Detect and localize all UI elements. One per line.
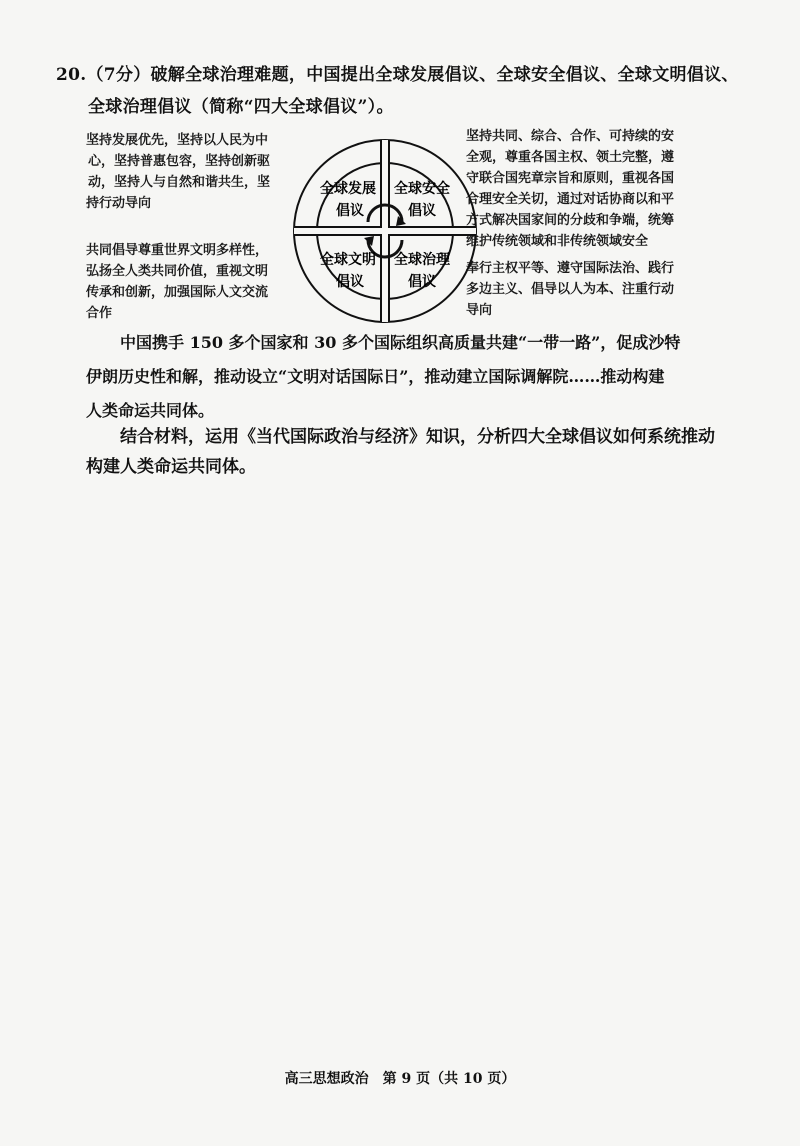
governance-initiative-description (466, 258, 674, 321)
page-footer: 高三思想政治 第 9 页（共 10 页） (284, 1071, 516, 1087)
quadrant-civilization-sub: 倡议 (336, 274, 364, 290)
task-line-1: 结合材料，运用《当代国际政治与经济》知识，分析四大全球倡议如何系统推动 (120, 427, 715, 447)
task-line-2: 构建人类命运共同体。 (86, 457, 256, 477)
text-line: 心，坚持普惠包容，坚持创新驱 (88, 154, 271, 169)
development-initiative-description (86, 130, 270, 214)
text-line: 合作 (86, 306, 113, 321)
text-line: 弘扬全人类共同价值，重视文明 (86, 264, 269, 279)
text-line: 坚持共同、综合、合作、可持续的安 (466, 129, 675, 144)
text-line: 全观，尊重各国主权、领土完整，遵 (466, 150, 675, 165)
quadrant-governance-sub: 倡议 (408, 274, 436, 290)
quadrant-development-sub: 倡议 (336, 203, 364, 219)
material-line-1: 中国携手 150 多个国家和 30 多个国际组织高质量共建“一带一路”，促成沙特 (120, 333, 681, 352)
text-line: 共同倡导尊重世界文明多样性， (86, 243, 269, 258)
text-line: 守联合国宪章宗旨和原则，重视各国 (466, 171, 675, 186)
four-initiatives-diagram (290, 136, 480, 326)
text-line: 传承和创新，加强国际人文交流 (86, 285, 269, 300)
text-line: 动，坚持人与自然和谐共生，坚 (88, 175, 271, 190)
text-line: 方式解决国家间的分歧和争端，统筹 (466, 213, 675, 228)
text-line: 奉行主权平等、遵守国际法治、践行 (466, 261, 675, 276)
material-line-2: 伊朗历史性和解，推动设立“文明对话国际日”，推动建立国际调解院……推动构建 (86, 367, 665, 386)
quadrant-development-label: 全球发展 (320, 181, 376, 197)
text-line: 维护传统领域和非传统领域安全 (466, 234, 649, 249)
text-line: 多边主义、倡导以人为本、注重行动 (466, 282, 675, 297)
quadrant-security-label: 全球安全 (394, 181, 450, 197)
text-line: 合理安全关切，通过对话协商以和平 (466, 192, 675, 207)
text-line: 持行动导向 (86, 196, 152, 211)
question-line-1: 20.（7分）破解全球治理难题，中国提出全球发展倡议、全球安全倡议、全球文明倡议、 (56, 65, 739, 85)
quadrant-civilization-label: 全球文明 (320, 252, 376, 268)
question-line-2: 全球治理倡议（简称“四大全球倡议”）。 (88, 97, 394, 117)
quadrant-security-sub: 倡议 (408, 203, 436, 219)
text-line: 坚持发展优先，坚持以人民为中 (86, 133, 269, 148)
security-initiative-description (466, 126, 674, 252)
text-line: 导向 (466, 303, 493, 318)
quadrant-governance-label: 全球治理 (394, 252, 450, 268)
civilization-initiative-description (86, 240, 268, 324)
material-line-3: 人类命运共同体。 (86, 401, 215, 420)
